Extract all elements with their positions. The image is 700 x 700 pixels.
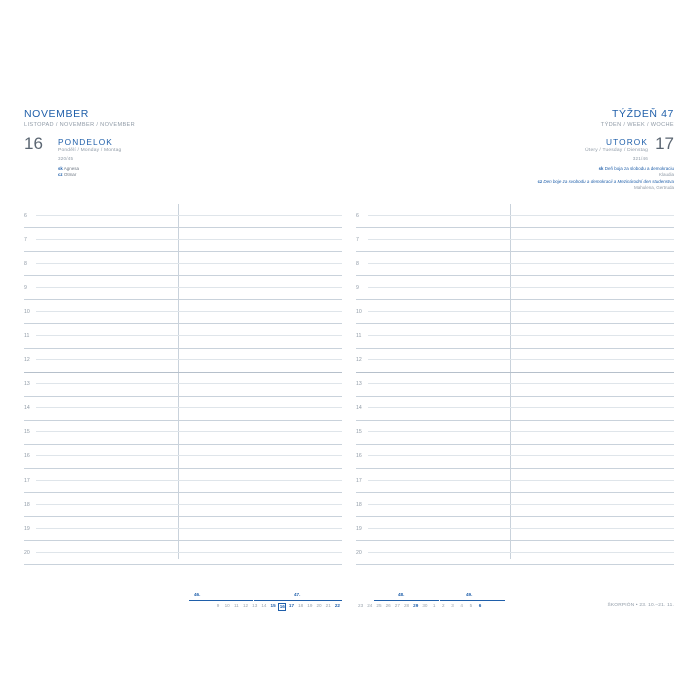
hour-row[interactable] [356,349,674,373]
hour-row[interactable] [356,228,674,252]
nameday-row [58,172,79,178]
hour-label: 17 [356,477,362,484]
hour-label: 11 [24,332,30,339]
week-label-translations: TÝDEN / WEEK / WOCHE [600,122,674,128]
day-name-translations: Útery / Tuesday / Dienstag [585,148,648,153]
week-rule [254,600,342,601]
hour-grid-left [24,204,342,559]
half-hour-line [368,239,674,240]
half-hour-line [368,383,674,384]
hour-row[interactable] [24,445,342,469]
week-number: 48. [398,592,405,597]
hour-row[interactable] [24,541,342,565]
planner-spread [18,108,682,609]
half-hour-line [368,311,674,312]
strip-day-sunday[interactable]: 6 [478,603,482,608]
day-number: 16 [24,134,43,153]
week-rule [374,600,439,601]
week-header [601,108,674,128]
hour-row[interactable] [24,469,342,493]
hour-label: 14 [356,405,362,412]
half-hour-line [368,263,674,264]
hour-row[interactable] [356,469,674,493]
hour-row[interactable] [356,276,674,300]
hour-label: 14 [24,405,30,412]
strip-day-sunday[interactable]: 22 [334,603,340,608]
hour-label: 20 [356,549,362,556]
strip-day-current[interactable]: 16 [279,604,285,609]
nameday-name: Agnesa [63,166,80,171]
half-hour-line [36,480,342,481]
day-heading-monday [24,134,342,194]
hour-label: 19 [24,525,30,532]
hour-label: 12 [356,356,362,363]
strip-day[interactable]: 4 [460,603,463,608]
country-code-sk: sk [598,166,604,171]
strip-day[interactable]: 17 [288,603,295,608]
half-hour-line [368,552,674,553]
hour-label: 13 [24,381,30,388]
zodiac-label: ŠKORPIÓN • 23. 10.–21. 11. [607,603,674,608]
strip-day[interactable]: 3 [451,603,454,608]
hour-row[interactable] [24,228,342,252]
hour-label: 6 [356,212,359,219]
day-name-translations: Pondělí / Monday / Montag [58,148,122,153]
half-hour-line [36,528,342,529]
strip-day[interactable]: 28 [403,603,410,608]
nameday-list [58,166,79,179]
day-number: 17 [655,134,674,153]
hour-row[interactable] [24,204,342,228]
strip-day[interactable]: 24 [367,603,373,608]
hour-label: 10 [24,308,30,315]
hour-label: 10 [356,308,362,315]
half-hour-line [36,239,342,240]
day-heading-tuesday [356,134,674,194]
hour-label: 18 [356,501,362,508]
nameday-name: Otmar [63,172,77,178]
week-number: 47. [294,592,301,597]
half-hour-line [368,431,674,432]
hour-label: 17 [24,477,30,484]
half-hour-line [368,407,674,408]
half-hour-line [36,287,342,288]
hour-row[interactable] [356,373,674,397]
half-hour-line [368,504,674,505]
hour-label: 8 [356,260,359,267]
hour-row[interactable] [24,421,342,445]
hour-row[interactable] [24,300,342,324]
hour-row[interactable] [24,252,342,276]
strip-day[interactable]: 25 [376,603,382,608]
half-hour-line [368,480,674,481]
half-hour-line [368,335,674,336]
week-number-row [24,592,342,601]
hour-label: 8 [24,260,27,267]
holiday-text: Deň boja za slobodu a demokraciu [604,166,674,171]
footer-calendar-right [356,592,674,620]
nameday-name: Klaudia [658,172,674,178]
right-page [350,108,682,608]
hour-label: 7 [356,236,359,243]
holiday-text: Den boje za svobodu a demokracii a Mezinárodní den studenstva [543,178,674,184]
strip-day[interactable]: 26 [385,603,391,608]
hour-row[interactable] [24,324,342,348]
hour-label: 9 [24,284,27,291]
strip-day[interactable]: 9 [216,603,220,608]
country-code-cz: cz [537,178,543,184]
half-hour-line [36,311,342,312]
hour-row[interactable] [356,204,674,228]
hour-label: 18 [24,501,30,508]
hour-label: 20 [24,549,30,556]
half-hour-line [36,215,342,216]
strip-day[interactable]: 30 [422,603,428,608]
hour-row[interactable] [24,397,342,421]
week-number: 46. [194,592,201,597]
hour-row[interactable] [24,517,342,541]
strip-day[interactable]: 2 [442,603,445,608]
hour-row[interactable] [356,421,674,445]
strip-day[interactable]: 20 [316,603,322,608]
hour-label: 15 [24,429,30,436]
holiday-list [538,166,674,192]
half-hour-line [368,528,674,529]
day-of-year-week: 321/46 [632,156,648,161]
hour-row[interactable] [356,541,674,565]
day-number-strip [24,603,342,611]
footer-calendar-left [24,592,342,620]
half-hour-line [36,504,342,505]
country-code-sk: sk [58,166,63,171]
half-hour-line [36,263,342,264]
strip-day[interactable]: 13 [252,603,258,608]
day-name: PONDELOK [58,137,113,147]
hour-row[interactable] [356,493,674,517]
week-rule [440,600,505,601]
week-number-row [356,592,674,601]
strip-day-sunday[interactable]: 29 [413,603,419,608]
left-page [18,108,350,609]
hour-label: 12 [24,356,30,363]
half-hour-line [36,383,342,384]
half-hour-line [36,359,342,360]
month-name-translations: LISTOPAD / NOVEMBER / NOVEMBER [24,122,136,128]
strip-day[interactable]: 23 [358,603,364,608]
day-of-year-week: 320/45 [58,156,74,161]
week-label: TÝŽDEŇ 47 [612,108,674,120]
half-hour-line [36,431,342,432]
strip-day[interactable]: 10 [224,603,230,608]
hour-label: 16 [24,453,30,460]
strip-day[interactable]: 21 [325,603,331,608]
nameday-row [538,185,674,191]
hour-row[interactable] [356,300,674,324]
hour-row[interactable] [24,373,342,397]
week-rule [189,600,253,601]
half-hour-line [368,287,674,288]
nameday-name: Mahulena, Gertruda [633,185,674,191]
country-code-cz: cz [58,172,63,178]
strip-day[interactable]: 11 [233,603,239,608]
month-name: NOVEMBER [24,108,89,120]
strip-day[interactable]: 14 [261,603,267,608]
strip-day[interactable]: 18 [298,603,304,608]
strip-day[interactable]: 5 [469,603,473,608]
half-hour-line [36,455,342,456]
strip-day[interactable]: 12 [242,603,249,608]
strip-day[interactable]: 1 [432,603,436,608]
strip-day[interactable]: 19 [307,603,313,608]
hour-row[interactable] [24,349,342,373]
strip-day[interactable]: 27 [394,603,400,608]
half-hour-line [368,359,674,360]
hour-label: 9 [356,284,359,291]
hour-row[interactable] [356,445,674,469]
hour-row[interactable] [24,276,342,300]
month-header [24,108,135,128]
hour-row[interactable] [356,324,674,348]
hour-label: 11 [356,332,362,339]
week-number: 49. [466,592,473,597]
hour-label: 7 [24,236,27,243]
half-hour-line [36,335,342,336]
hour-label: 6 [24,212,27,219]
hour-label: 15 [356,429,362,436]
hour-row[interactable] [356,252,674,276]
hour-label: 16 [356,453,362,460]
half-hour-line [368,455,674,456]
hour-grid-right [356,204,674,559]
strip-day-sunday[interactable]: 15 [270,603,276,608]
hour-row[interactable] [356,397,674,421]
half-hour-line [36,552,342,553]
hour-label: 13 [356,381,362,388]
hour-label: 19 [356,525,362,532]
half-hour-line [368,215,674,216]
day-name: UTOROK [606,137,648,147]
half-hour-line [36,407,342,408]
hour-row[interactable] [24,493,342,517]
hour-row[interactable] [356,517,674,541]
